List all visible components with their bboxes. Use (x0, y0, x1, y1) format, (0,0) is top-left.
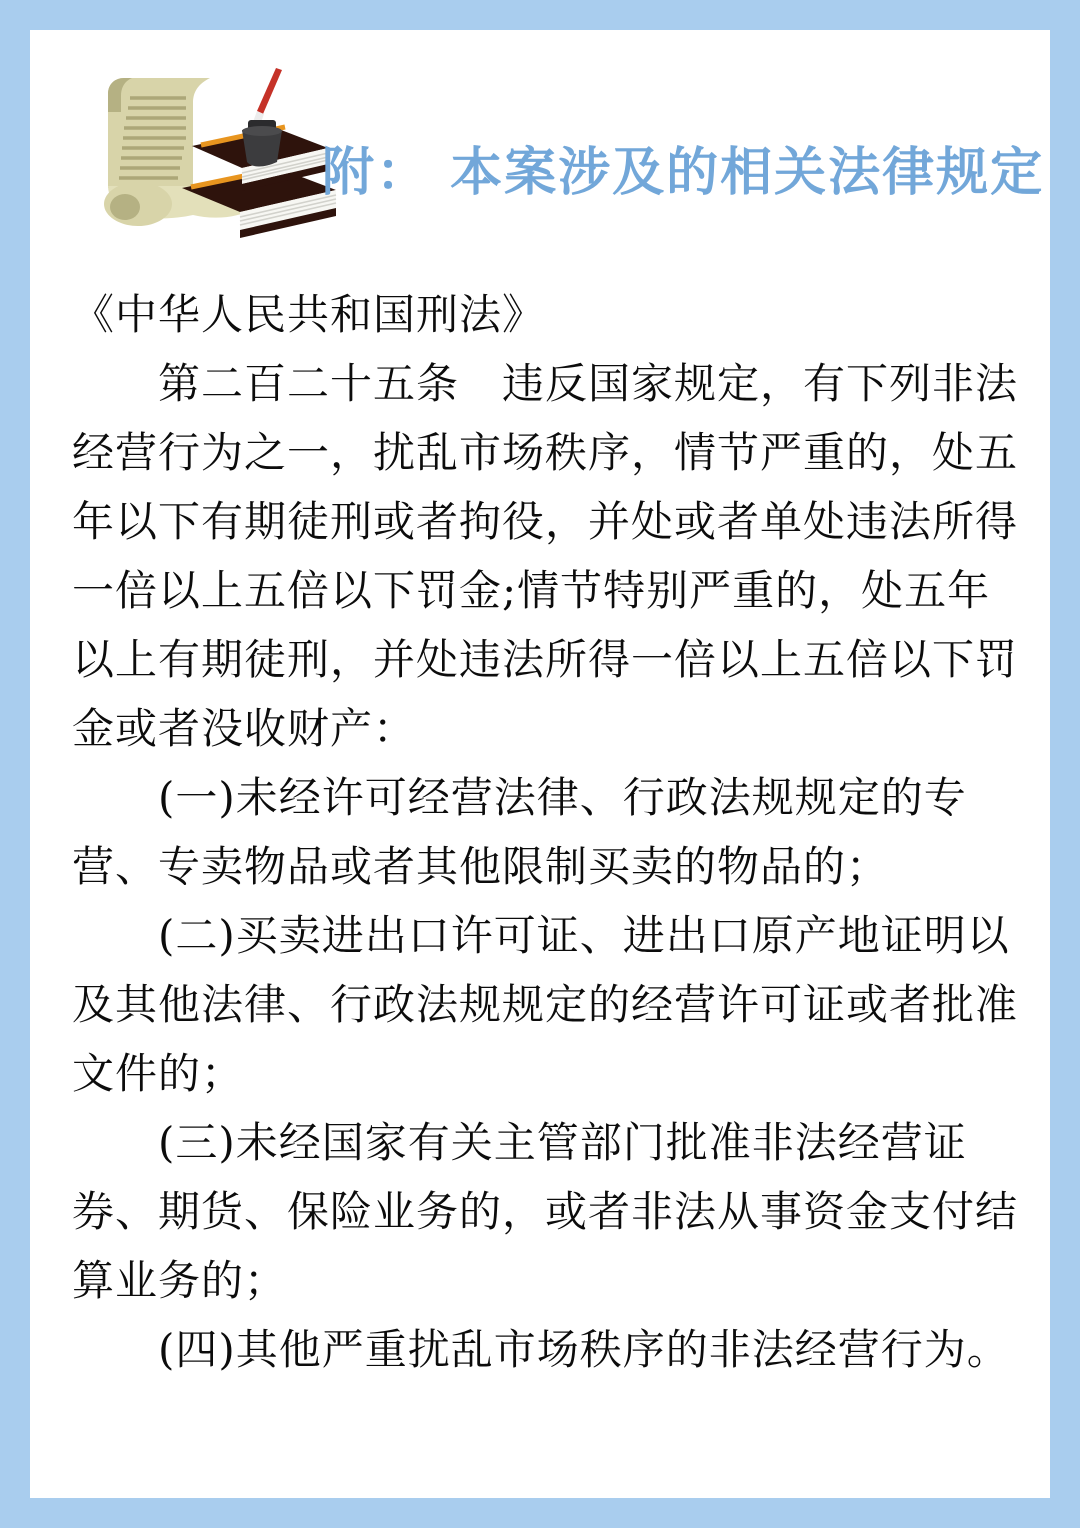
text-line: 年以下有期徒刑或者拘役，并处或者单处违法所得 (72, 497, 1019, 546)
text-line: 以上有期徒刑，并处违法所得一倍以上五倍以下罚 (72, 635, 1019, 684)
scroll-books-ink-pen-icon (80, 68, 340, 250)
text-line: 算业务的； (72, 1256, 288, 1305)
text-line: 经营行为之一，扰乱市场秩序，情节严重的，处五 (72, 428, 1019, 477)
text-line: 第二百二十五条 违反国家规定，有下列非法 (158, 359, 1019, 408)
text-line: (一)未经许可经营法律、行政法规规定的专 (158, 773, 967, 822)
document-page (30, 30, 1050, 1498)
text-line: 文件的； (72, 1049, 245, 1098)
text-line: 一倍以上五倍以下罚金;情节特别严重的，处五年 (72, 566, 991, 615)
text-line: (三)未经国家有关主管部门批准非法经营证 (158, 1118, 967, 1167)
text-line: 券、期货、保险业务的，或者非法从事资金支付结 (72, 1187, 1019, 1236)
legal-text (72, 280, 1019, 1384)
text-line: 及其他法律、行政法规规定的经营许可证或者批准 (72, 980, 1019, 1029)
text-line: 营、专卖物品或者其他限制买卖的物品的； (72, 842, 890, 891)
page-title: 附： 本案涉及的相关法律规定 (322, 143, 1045, 203)
text-line: (四)其他严重扰乱市场秩序的非法经营行为。 (158, 1325, 1010, 1374)
text-line: 金或者没收财产： (72, 704, 417, 753)
ink-pen-icon (242, 68, 282, 167)
text-line: 《中华人民共和国刑法》 (72, 290, 546, 339)
text-line: (二)买卖进出口许可证、进出口原产地证明以 (158, 911, 1010, 960)
